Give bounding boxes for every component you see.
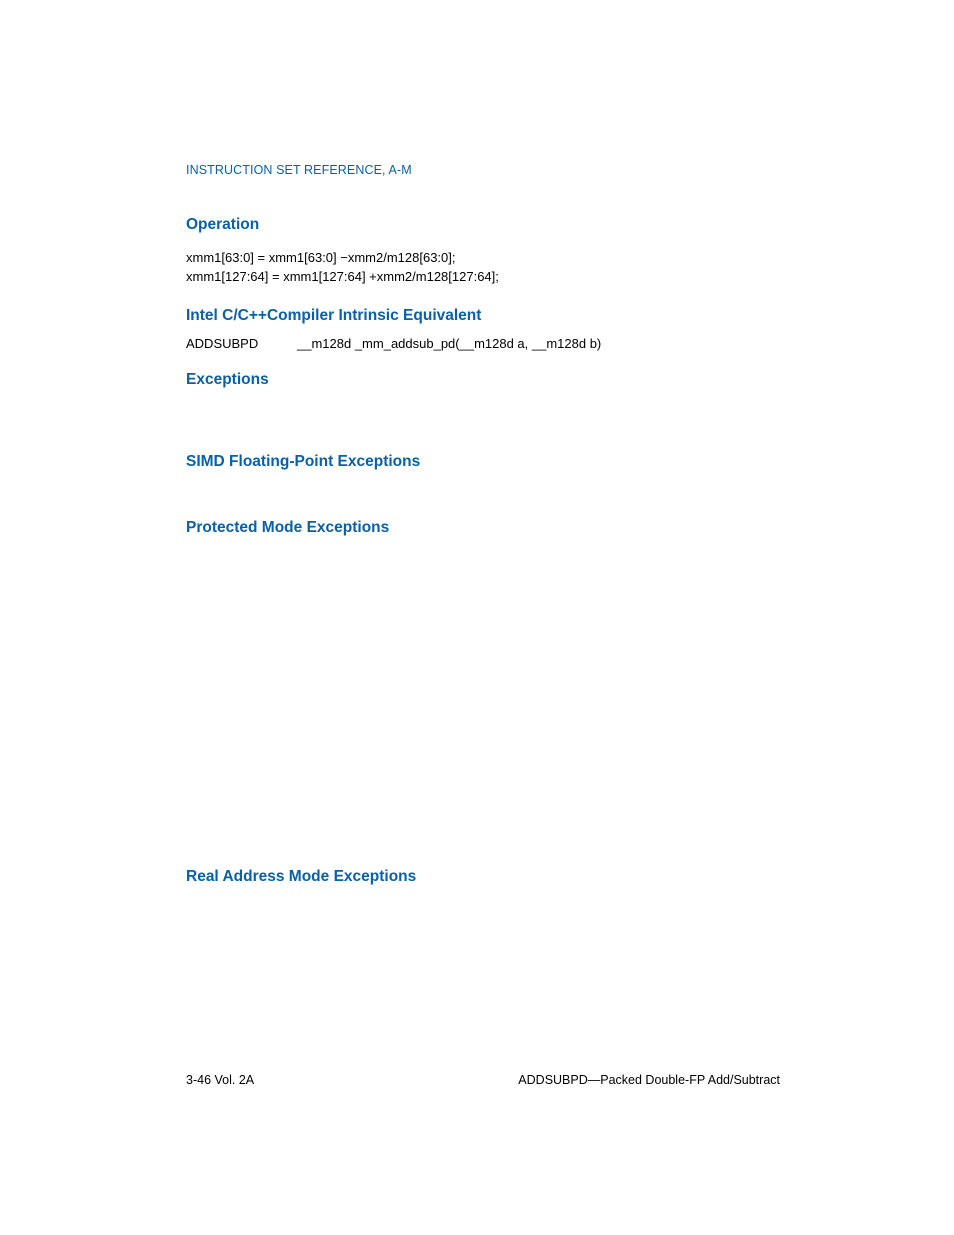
heading-exceptions: Exceptions	[186, 371, 269, 388]
heading-intrinsic-equivalent: Intel C/C++Compiler Intrinsic Equivalent	[186, 307, 482, 324]
footer-instruction-title: ADDSUBPD—Packed Double-FP Add/Subtract	[518, 1073, 780, 1087]
intrinsic-instruction-name: ADDSUBPD	[186, 336, 259, 351]
intrinsic-signature: __m128d _mm_addsub_pd(__m128d a, __m128d b)	[297, 336, 602, 351]
heading-operation: Operation	[186, 216, 260, 233]
operation-line-2: xmm1[127:64] = xmm1[127:64] +xmm2/m128[127:64];	[186, 269, 499, 284]
heading-simd-fp-exceptions: SIMD Floating-Point Exceptions	[186, 453, 421, 470]
heading-protected-mode-exceptions: Protected Mode Exceptions	[186, 519, 390, 536]
footer-page-reference: 3-46 Vol. 2A	[186, 1073, 255, 1087]
running-header: INSTRUCTION SET REFERENCE, A-M	[186, 163, 412, 177]
operation-line-1: xmm1[63:0] = xmm1[63:0] −xmm2/m128[63:0];	[186, 250, 456, 265]
heading-real-address-mode-exceptions: Real Address Mode Exceptions	[186, 868, 417, 885]
